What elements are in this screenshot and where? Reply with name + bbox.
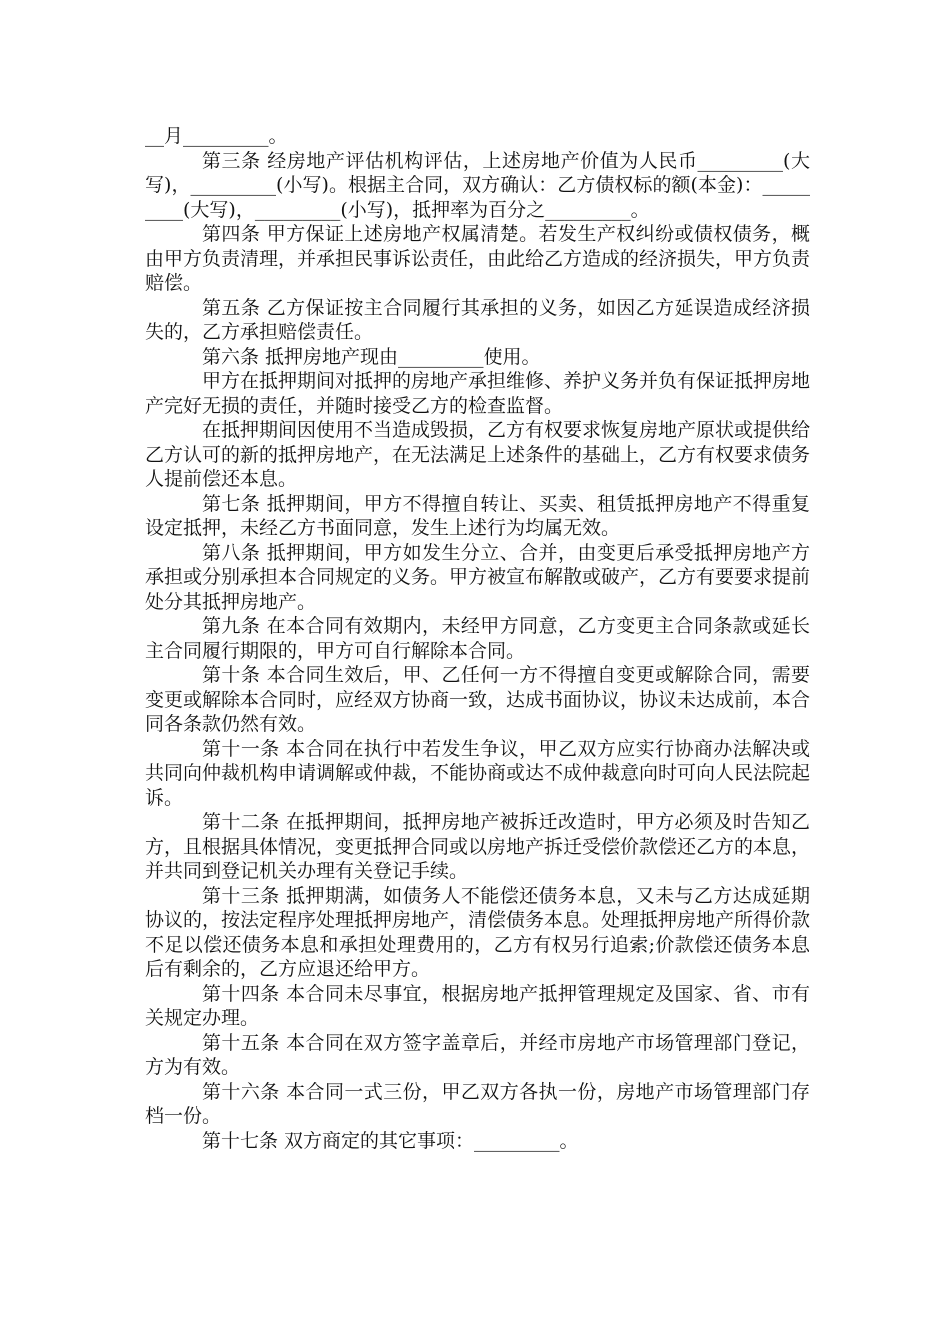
article-16: 第十六条 本合同一式三份，甲乙双方各执一份，房地产市场管理部门存档一份。 (145, 1080, 810, 1127)
article-12: 第十二条 在抵押期间，抵押房地产被拆迁改造时，甲方必须及时告知乙方，且根据具体情况，变更抵押合同或以房地产拆迁受偿价款偿还乙方的本息，并共同到登记机关办理有关登记手续。 (145, 811, 811, 882)
article-13: 第十三条 抵押期满，如债务人不能偿还债务本息，又未与乙方达成延期协议的，按法定程序处理抵押房地产，清偿债务本息。处理抵押房地产所得价款不足以偿还债务本息和承担处理费用的，乙方有权另行追索;价款偿还债务本息后有剩余的，乙方应退还给甲方。 (145, 884, 811, 980)
article-5: 第五条 乙方保证按主合同履行其承担的义务，如因乙方延误造成经济损失的，乙方承担赔偿责任。 (145, 296, 810, 343)
article-9: 第九条 在本合同有效期内，未经甲方同意，乙方变更主合同条款或延长主合同履行期限的，甲方可自行解除本合同。 (145, 615, 810, 662)
article-6-damage: 在抵押期间因使用不当造成毁损，乙方有权要求恢复房地产原状或提供给乙方认可的新的抵押房地产，在无法满足上述条件的基础上，乙方有权要求债务人提前偿还本息。 (145, 419, 811, 490)
article-4: 第四条 甲方保证上述房地产权属清楚。若发生产权纠纷或债权债务，概由甲方负责清理，并承担民事诉讼责任，由此给乙方造成的经济损失，甲方负责赔偿。 (145, 223, 811, 294)
article-3: 第三条 经房地产评估机构评估，上述房地产价值为人民币_________(大写)，_________(小写)。根据主合同，双方确认：乙方债权标的额(本金)：_________(大写)，_________(小写)，抵押率为百分之_________。 (145, 149, 810, 221)
article-10: 第十条 本合同生效后，甲、乙任何一方不得擅自变更或解除合同，需要变更或解除本合同时，应经双方协商一致，达成书面协议，协议未达成前，本合同各条款仍然有效。 (145, 664, 811, 735)
article-8: 第八条 抵押期间，甲方如发生分立、合并，由变更后承受抵押房地产方承担或分别承担本合同规定的义务。甲方被宣布解散或破产，乙方有要要求提前处分其抵押房地产。 (145, 541, 811, 613)
article-6: 第六条 抵押房地产现由_________使用。 (202, 345, 541, 368)
article-15: 第十五条 本合同在双方签字盖章后，并经市房地产市场管理部门登记，方为有效。 (145, 1031, 810, 1078)
article-11: 第十一条 本合同在执行中若发生争议，甲乙双方应实行协商办法解决或共同向仲裁机构申请调解或仲裁，不能协商或达不成仲裁意向时可向人民法院起诉。 (145, 737, 811, 809)
article-6-maintenance: 甲方在抵押期间对抵押的房地产承担维修、养护义务并负有保证抵押房地产完好无损的责任，并随时接受乙方的检查监督。 (145, 370, 811, 417)
article-17: 第十七条 双方商定的其它事项：_________。 (202, 1129, 579, 1152)
contract-page (145, 124, 810, 1153)
paragraph-month-line: __月_________。 (145, 125, 288, 147)
article-7: 第七条 抵押期间，甲方不得擅自转让、买卖、租赁抵押房地产不得重复设定抵押，未经乙方书面同意，发生上述行为均属无效。 (145, 492, 810, 539)
article-14: 第十四条 本合同未尽事宜，根据房地产抵押管理规定及国家、省、市有关规定办理。 (145, 982, 810, 1029)
